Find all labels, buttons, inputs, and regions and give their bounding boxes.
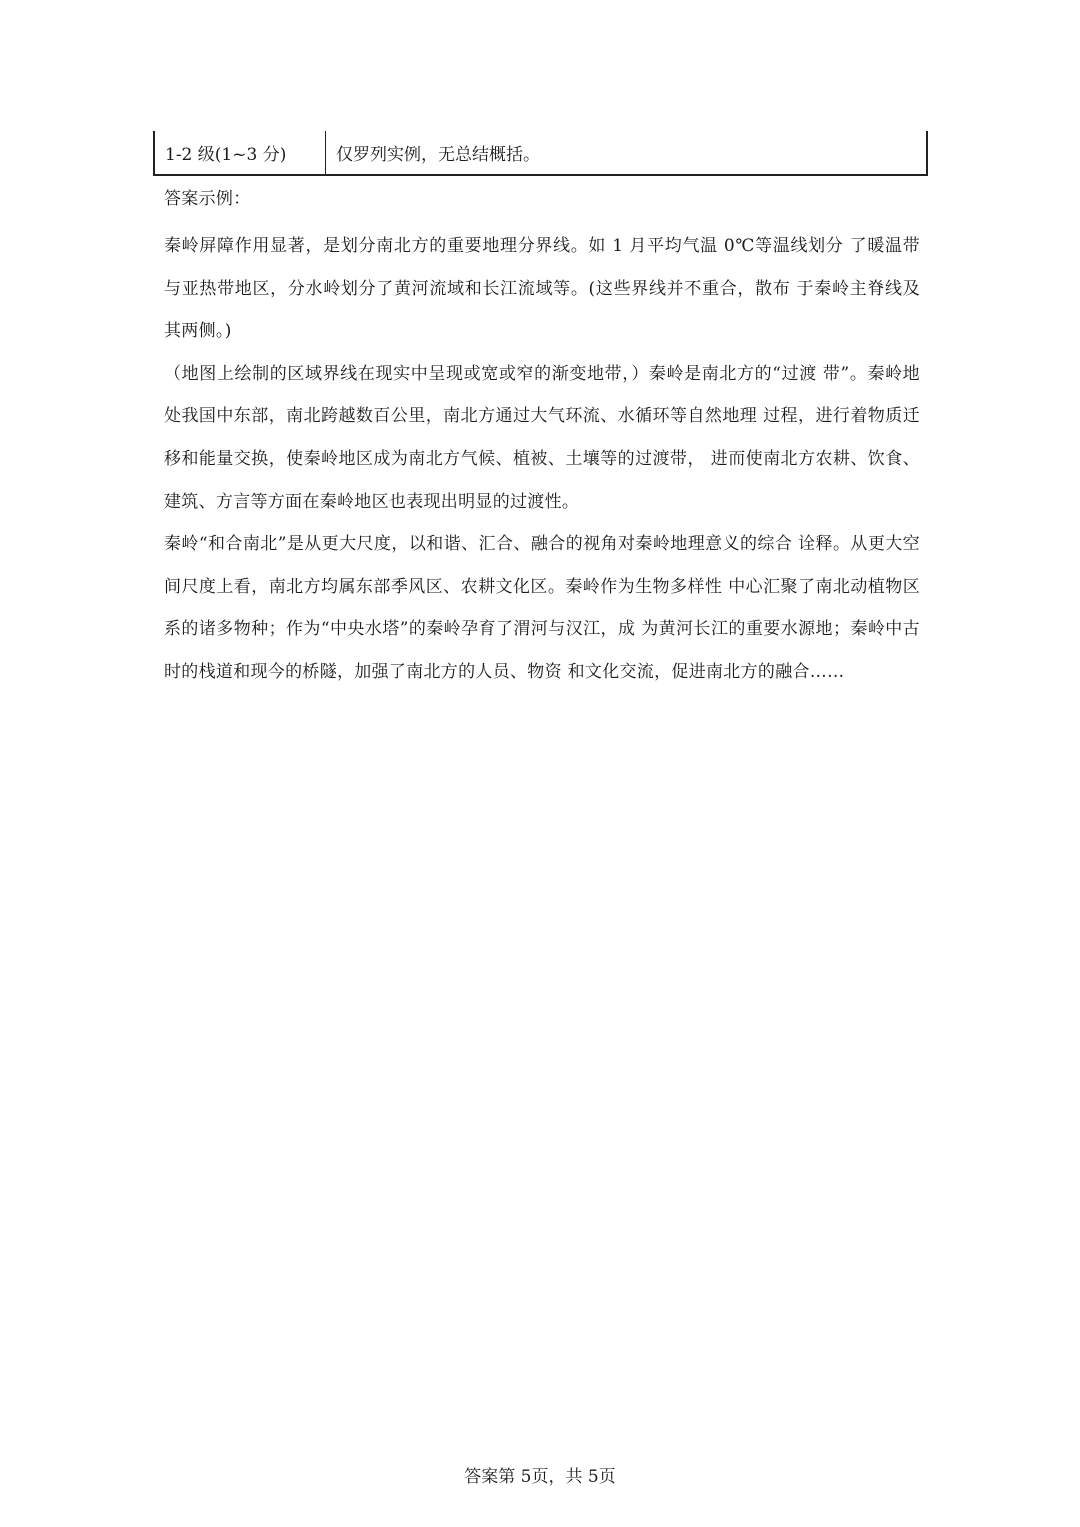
page-footer: 答案第 5页，共 5页: [464, 1467, 616, 1487]
table-row: [154, 131, 927, 175]
answer-section: [164, 183, 920, 694]
answer-paragraph-1: 秦岭屏障作用显著，是划分南北方的重要地理分界线。如 1 月平均气温 0℃等温线划分 了暖温带与亚热带地区，分水岭划分了黄河流域和长江流域等。(这些界线并不重合，散布 于秦岭主脊线及其两侧。): [164, 236, 920, 342]
answer-label: 答案示例：: [164, 189, 251, 209]
answer-paragraph-2: （地图上绘制的区域界线在现实中呈现或宽或窄的渐变地带，）秦岭是南北方的“过渡 带”。秦岭地处我国中东部，南北跨越数百公里，南北方通过大气环流、水循环等自然地理 过程，进行着物质迁移和能量交换，使秦岭地区成为南北方气候、植被、土壤等的过渡带， 进而使南北方农耕、饮食、建筑、方言等方面在秦岭地区也表现出明显的过渡性。: [164, 363, 920, 512]
description-cell: 仅罗列实例，无总结概括。: [326, 131, 928, 175]
grading-table: [153, 131, 928, 176]
level-cell: 1-2 级(1~3 分): [154, 131, 326, 175]
answer-paragraph-3: 秦岭“和合南北”是从更大尺度，以和谐、汇合、融合的视角对秦岭地理意义的综合 诠释。从更大空间尺度上看，南北方均属东部季风区、农耕文化区。秦岭作为生物多样性 中心汇聚了南北动植物区系的诸多物种；作为“中央水塔”的秦岭孕育了渭河与汉江，成 为黄河长江的重要水源地；秦岭中古时的栈道和现今的桥隧，加强了南北方的人员、物资 和文化交流，促进南北方的融合……: [164, 534, 920, 682]
